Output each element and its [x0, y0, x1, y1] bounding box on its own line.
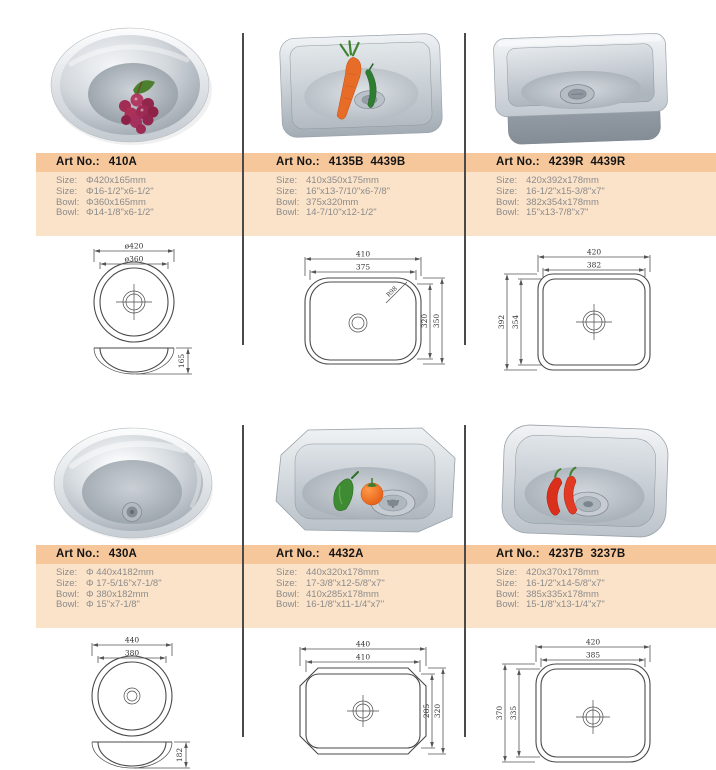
dim-outer: 420: [585, 637, 601, 647]
spec-line: Bowl: Φ14-1/8"x6-1/2": [56, 207, 154, 219]
spec-line: Bowl: 15"x13-7/8"x7": [496, 207, 589, 219]
technical-drawing-410A: [66, 240, 216, 382]
technical-drawing-4135B: [283, 248, 453, 370]
spec-line: Size: 16"x13-7/10"x6-7/8": [276, 185, 391, 197]
technical-drawing-4239R: [496, 246, 661, 376]
product-cell-4432A: [244, 392, 488, 770]
dim-inner: 410: [355, 652, 371, 662]
dim-side-outer: 320: [433, 703, 442, 719]
dim-inner: 380: [124, 648, 140, 658]
spec-line: Bowl: Φ 15"x7-1/8": [56, 599, 140, 611]
product-cell-410A: [0, 0, 244, 392]
dim-outer: 410: [355, 249, 371, 259]
dim-inner: ø360: [124, 254, 144, 264]
art-no-label: Art No.:: [276, 156, 320, 168]
art-no-label: Art No.:: [276, 548, 320, 560]
art-no-line: [56, 548, 137, 560]
dim-side-outer: 350: [432, 313, 441, 329]
dim-outer: 440: [355, 639, 371, 649]
art-no-line: [276, 548, 364, 560]
product-photo-4239R: [483, 28, 679, 150]
art-no-value: 430A: [108, 548, 138, 560]
art-no-line: [276, 156, 405, 168]
spec-line: Size: 420x370x178mm: [496, 567, 599, 578]
product-photo-4135B: [272, 27, 450, 143]
dim-side-inner: 320: [420, 313, 429, 329]
dim-depth: 165: [177, 353, 186, 369]
product-photo-4237B: [492, 418, 678, 545]
dim-inner: 375: [355, 262, 371, 272]
drain: [349, 314, 367, 332]
spec-line: Size: Φ 17-5/16"x7-1/8": [56, 577, 162, 589]
dim-outer: ø420: [124, 241, 144, 251]
spec-line: Bowl: 410x285x178mm: [276, 588, 379, 600]
art-no-label: Art No.:: [56, 548, 100, 560]
art-no-value: 4135B 4439B: [328, 156, 406, 168]
dim-radius: R98: [385, 285, 399, 299]
art-no-value: 410A: [108, 156, 138, 168]
art-no-label: Art No.:: [56, 156, 100, 168]
product-cell-430A: [0, 392, 244, 770]
spec-line: Size: Φ420x165mm: [56, 175, 146, 186]
product-photo-4432A: [268, 420, 462, 540]
drain: [116, 284, 152, 320]
spec-line: Size: Φ16-1/2"x6-1/2": [56, 185, 154, 197]
dim-side-inner: 285: [422, 703, 431, 719]
drain: [576, 700, 610, 734]
drain: [123, 503, 142, 522]
drain: [347, 695, 379, 727]
spec-list: [276, 176, 390, 219]
spec-line: Size: 17-3/8"x12-5/8"x7": [276, 577, 385, 589]
spec-line: Size: 16-1/2"x14-5/8"x7": [496, 577, 605, 589]
drain: [124, 688, 140, 704]
dim-side-inner: 354: [511, 314, 520, 330]
dim-side-inner: 335: [509, 705, 518, 721]
product-photo-430A: [48, 420, 218, 544]
product-photo-410A: [45, 22, 215, 148]
dim-outer: 440: [124, 635, 140, 645]
spec-list: [56, 176, 154, 219]
product-cell-4135B: [244, 0, 488, 392]
art-no-value: 4432A: [328, 548, 364, 560]
product-cell-4239R: [466, 0, 716, 392]
technical-drawing-430A: [64, 634, 214, 770]
dim-inner: 382: [586, 260, 602, 270]
spec-list: [496, 568, 605, 611]
drain: [576, 304, 612, 340]
art-no-label: Art No.:: [496, 548, 540, 560]
spec-line: Bowl: 375x320mm: [276, 196, 359, 208]
spec-line: Bowl: 14-7/10"x12-1/2": [276, 207, 377, 219]
technical-drawing-4432A: [280, 638, 455, 760]
spec-line: Size: 420x392x178mm: [496, 175, 599, 186]
dim-side-outer: 370: [495, 705, 504, 721]
spec-line: Bowl: 385x335x178mm: [496, 588, 599, 600]
spec-list: [56, 568, 162, 611]
art-no-line: [496, 156, 625, 168]
spec-line: Bowl: 15-1/8"x13-1/4"x7": [496, 599, 605, 611]
art-no-line: [56, 156, 137, 168]
spec-line: Size: 16-1/2"x15-3/8"x7": [496, 185, 605, 197]
spec-line: Size: 440x320x178mm: [276, 567, 379, 578]
spec-list: [276, 568, 385, 611]
spec-line: Size: 410x350x175mm: [276, 175, 379, 186]
product-cell-4237B: [466, 392, 716, 770]
art-no-label: Art No.:: [496, 156, 540, 168]
technical-drawing-4237B: [494, 636, 659, 768]
spec-line: Bowl: Φ360x165mm: [56, 196, 146, 208]
art-no-value: 4239R 4439R: [548, 156, 626, 168]
spec-line: Bowl: 382x354x178mm: [496, 196, 599, 208]
spec-line: Bowl: 16-1/8"x11-1/4"x7": [276, 599, 385, 611]
spec-line: Size: Φ 440x4182mm: [56, 567, 154, 578]
art-no-line: [496, 548, 625, 560]
dim-inner: 385: [585, 650, 601, 660]
dim-depth: 182: [175, 747, 184, 763]
art-no-value: 4237B 3237B: [548, 548, 626, 560]
dim-outer: 420: [586, 247, 602, 257]
spec-list: [496, 176, 605, 219]
spec-line: Bowl: Φ 380x182mm: [56, 588, 149, 600]
dim-side-outer: 392: [497, 314, 506, 330]
